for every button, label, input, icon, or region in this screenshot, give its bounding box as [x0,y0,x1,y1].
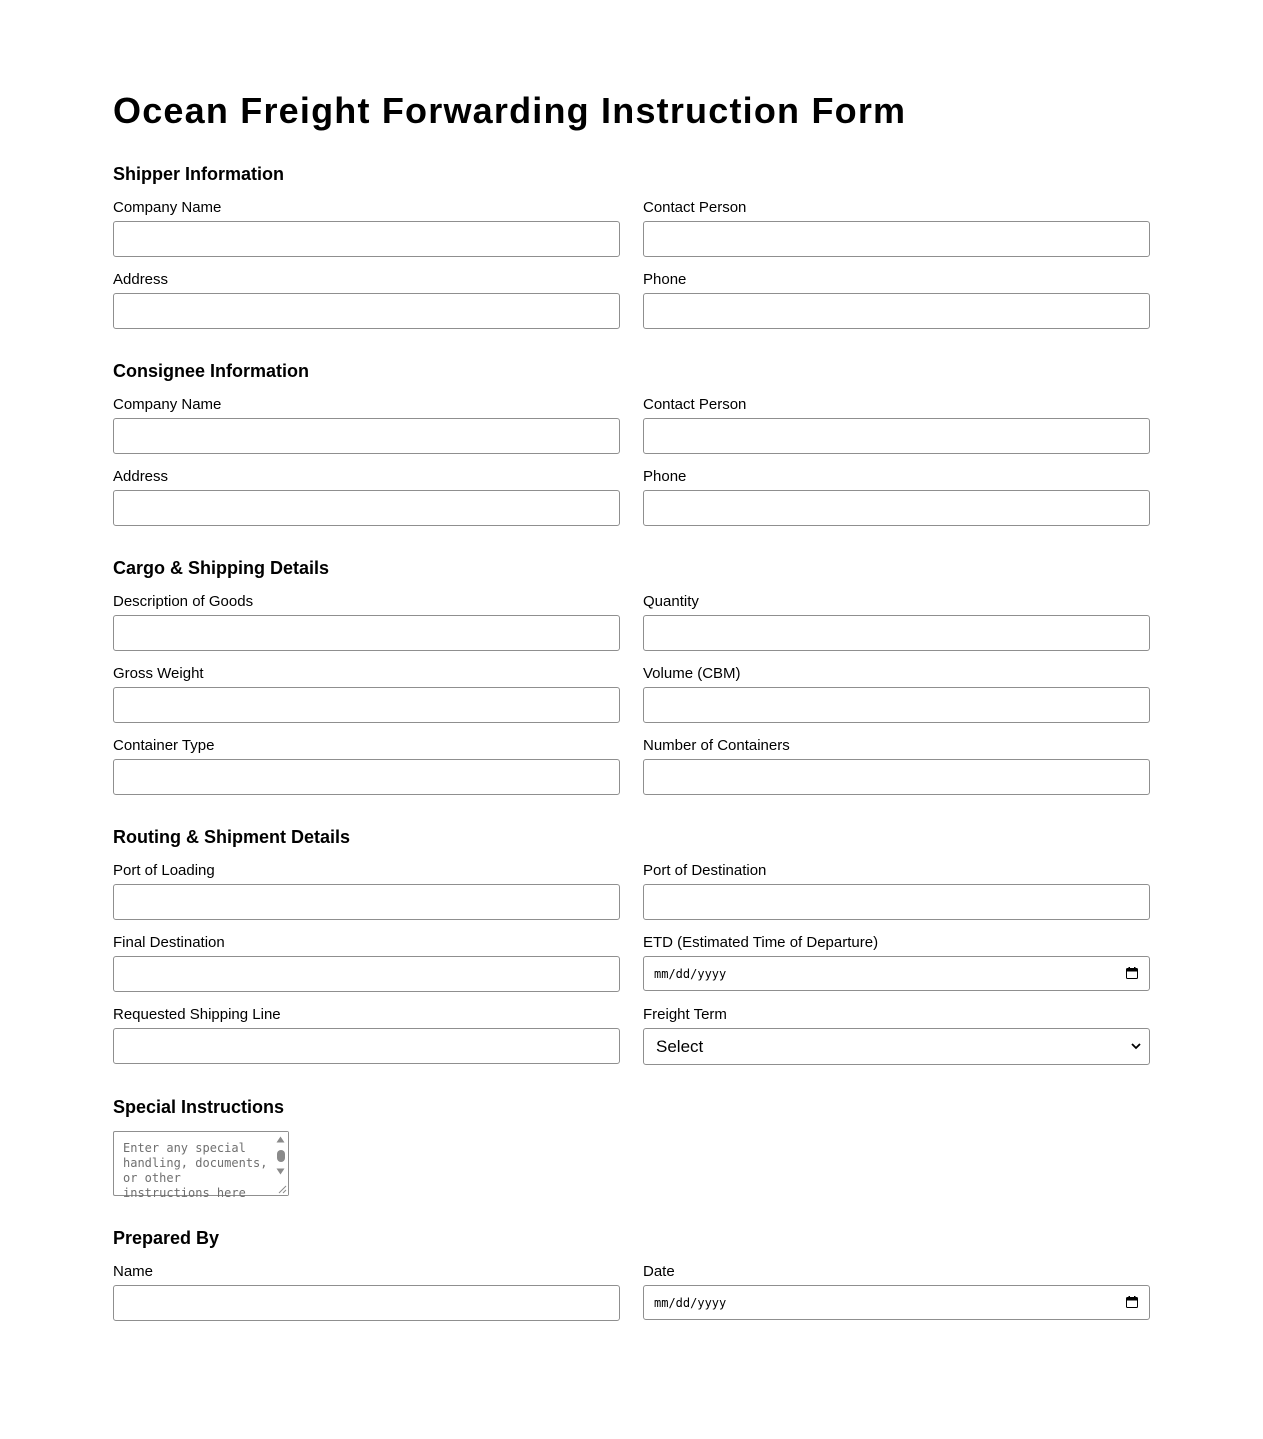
etd-date-input[interactable] [643,956,1150,991]
gross-weight-input[interactable] [113,687,620,723]
prepared-date-input[interactable] [643,1285,1150,1320]
shipper-company-name-label: Company Name [113,199,222,216]
special-instructions-textarea[interactable] [113,1131,289,1200]
final-destination-label: Final Destination [113,934,225,951]
shipper-section-heading: Shipper Information [113,164,284,184]
consignee-address-input[interactable] [113,490,620,526]
consignee-phone-input[interactable] [643,490,1150,526]
port-of-loading-label: Port of Loading [113,862,215,879]
shipper-address-input[interactable] [113,293,620,329]
routing-section-heading: Routing & Shipment Details [113,827,351,847]
scroll-up-arrow-icon[interactable] [276,1136,285,1143]
special-instructions-placeholder: Enter any special handling, documents, or other instructions here [123,1141,268,1200]
volume-input[interactable] [643,687,1150,723]
shipper-phone-label: Phone [643,271,687,288]
freight-term-selected-value: Select [656,1037,704,1056]
page-title: Ocean Freight Forwarding Instruction Form [113,90,907,131]
chevron-down-icon [1131,1042,1141,1050]
shipper-company-name-input[interactable] [113,221,620,257]
container-type-label: Container Type [113,737,215,754]
prepared-date-label: Date [643,1263,675,1280]
gross-weight-label: Gross Weight [113,665,204,682]
scroll-down-arrow-icon[interactable] [276,1168,285,1175]
prepared-date-placeholder: mm/dd/yyyy [654,1296,727,1310]
port-of-loading-input[interactable] [113,884,620,920]
consignee-company-name-label: Company Name [113,396,222,413]
port-of-destination-label: Port of Destination [643,862,767,879]
port-of-destination-input[interactable] [643,884,1150,920]
shipper-phone-input[interactable] [643,293,1150,329]
description-of-goods-label: Description of Goods [113,593,254,610]
volume-label: Volume (CBM) [643,665,741,682]
freight-term-select[interactable] [643,1028,1150,1065]
shipping-line-input[interactable] [113,1028,620,1064]
consignee-section-heading: Consignee Information [113,361,310,381]
quantity-label: Quantity [643,593,699,610]
number-of-containers-input[interactable] [643,759,1150,795]
prepared-by-heading: Prepared By [113,1228,220,1248]
container-type-input[interactable] [113,759,620,795]
shipping-line-label: Requested Shipping Line [113,1006,281,1023]
etd-date-placeholder: mm/dd/yyyy [654,967,727,981]
prepared-name-label: Name [113,1263,154,1280]
final-destination-input[interactable] [113,956,620,992]
consignee-address-label: Address [113,468,169,485]
cargo-section-heading: Cargo & Shipping Details [113,558,330,578]
shipper-contact-person-input[interactable] [643,221,1150,257]
consignee-contact-person-input[interactable] [643,418,1150,454]
prepared-name-input[interactable] [113,1285,620,1321]
description-of-goods-input[interactable] [113,615,620,651]
consignee-company-name-input[interactable] [113,418,620,454]
scrollbar-thumb[interactable] [277,1150,285,1162]
consignee-phone-label: Phone [643,468,687,485]
consignee-contact-person-label: Contact Person [643,396,747,413]
freight-term-label: Freight Term [643,1006,727,1023]
number-of-containers-label: Number of Containers [643,737,790,754]
calendar-icon[interactable] [1126,967,1138,979]
special-instructions-heading: Special Instructions [113,1097,285,1117]
calendar-icon[interactable] [1126,1296,1138,1308]
resize-grip-icon[interactable] [277,1184,287,1194]
etd-label: ETD (Estimated Time of Departure) [643,934,879,951]
shipper-contact-person-label: Contact Person [643,199,747,216]
quantity-input[interactable] [643,615,1150,651]
shipper-address-label: Address [113,271,169,288]
